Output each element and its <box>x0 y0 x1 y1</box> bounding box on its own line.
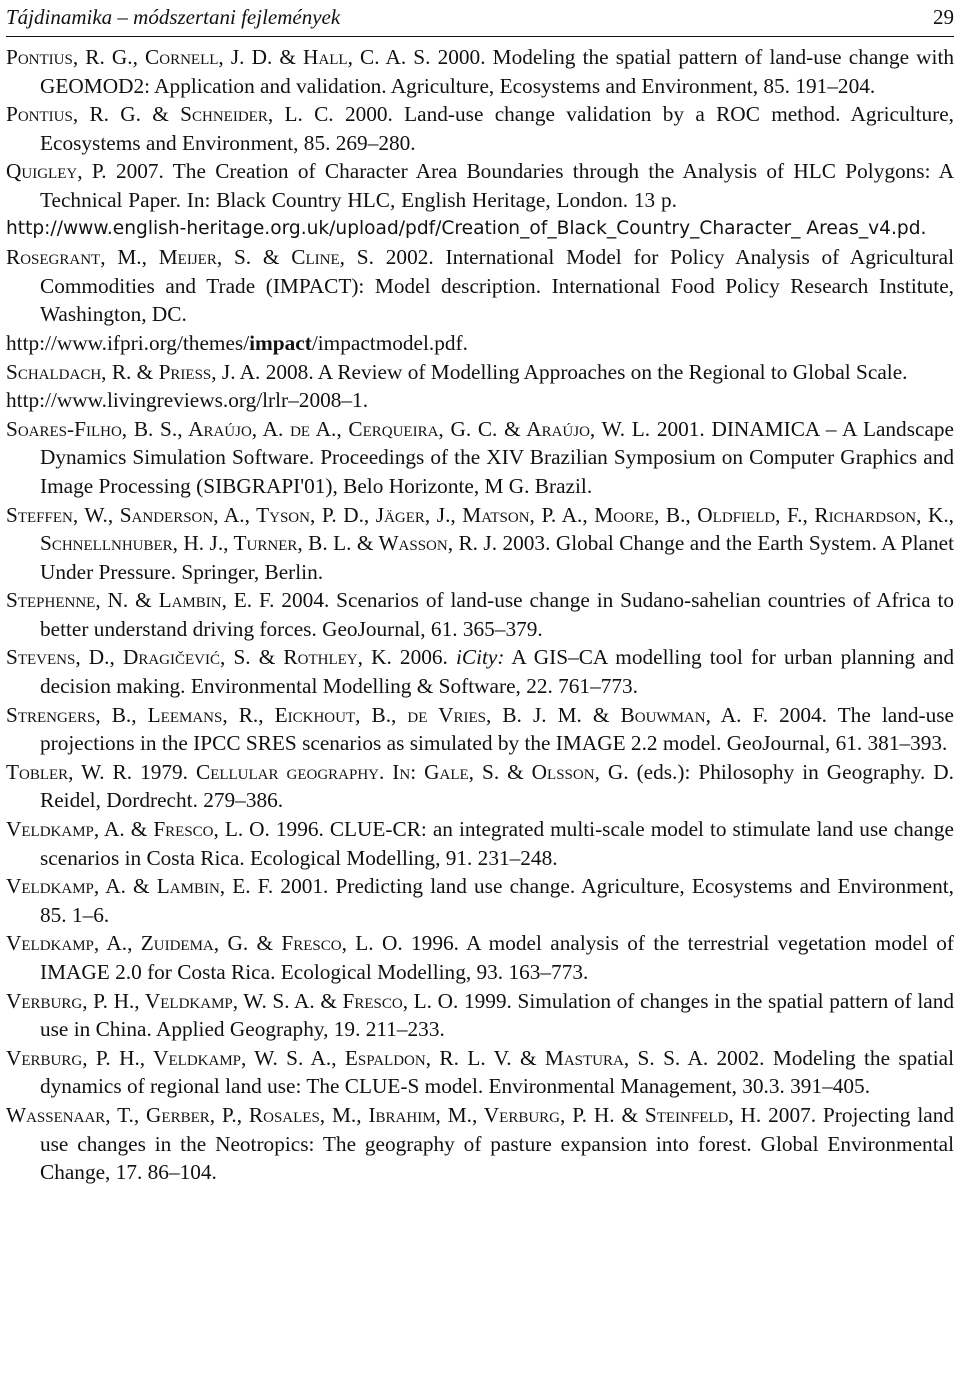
reference-verburg-2002 <box>6 1044 954 1101</box>
reference-details: 2001. DINAMICA – A Landscape Dynamics Simulation Software. Proceedings of the XIV Brazilian Symposium on Computer Graphics and Image Processing (SIBGRAPI'01), Belo Horizonte, M G. Brazil. <box>40 416 955 498</box>
reference-authors: Quigley, P. <box>6 159 107 184</box>
reference-authors: Rosegrant, M., Meijer, S. & Cline, S. <box>6 245 374 270</box>
page-number: 29 <box>933 5 954 29</box>
reference-details: 2000. Modeling the spatial pattern of land-use change with GEOMOD2: Application and validation. Agriculture, Ecosystems and Environment, 85. 191–204. <box>40 45 955 98</box>
reference-details: 2007. The Creation of Character Area Boundaries through the Analysis of HLC Polygons: A Technical Paper. In: Black Country HLC, English Heritage, London. 13 p. <box>40 159 955 212</box>
reference-year: 1979. <box>140 759 196 784</box>
reference-details: 2003. Global Change and the Earth System. A Planet Under Pressure. Springer, Berlin. <box>40 531 955 584</box>
reference-stephenne-2004 <box>6 586 954 643</box>
reference-list <box>6 43 954 1187</box>
reference-details: 1996. A model analysis of the terrestrial vegetation model of IMAGE 2.0 for Costa Rica. Ecological Modelling, 93. 163–773. <box>40 931 955 984</box>
reference-stevens-2006 <box>6 643 954 700</box>
url-text: http://www.ifpri.org/themes/ <box>6 330 250 355</box>
reference-authors: Steffen, W., Sanderson, A., Tyson, P. D., Jäger, J., Matson, P. A., Moore, B., Oldfield, F., Richardson, K., Schnellnhuber, H. J., Turner, B. L. & Wasson, R. J. <box>6 502 954 556</box>
reference-authors: Pontius, R. G., Cornell, J. D. & Hall, C. A. S. <box>6 45 431 69</box>
reference-steffen-2003 <box>6 501 954 587</box>
reference-url-livingreviews <box>6 386 954 415</box>
reference-authors: Veldkamp, A. & Fresco, L. O. <box>6 817 270 842</box>
reference-authors: Pontius, R. G. & Schneider, L. C. <box>6 102 334 127</box>
reference-details: 1996. CLUE-CR: an integrated multi-scale model to stimulate land use change scenarios in Costa Rica. Ecological Modelling, 91. 231–248. <box>40 817 955 870</box>
journal-title: Tájdinamika – módszertani fejlemények <box>6 5 341 29</box>
reference-details: 2004. The land-use projections in the IPCC SRES scenarios as simulated by the IMAGE 2.2 model. GeoJournal, 61. 381–393. <box>40 702 954 756</box>
reference-pontius-2000a <box>6 43 954 100</box>
reference-details: 2002. Modeling the spatial dynamics of regional land use: The CLUE-S model. Environmental Management, 30.3. 391–405. <box>40 1045 954 1099</box>
reference-authors: Tobler, W. R. <box>6 759 133 784</box>
reference-veldkamp-2001 <box>6 872 954 929</box>
reference-url-quigley <box>6 215 954 244</box>
reference-schaldach-2008 <box>6 358 954 387</box>
reference-soares-filho-2001 <box>6 415 954 501</box>
reference-tobler-1979 <box>6 758 954 815</box>
reference-authors: Wassenaar, T., Gerber, P., Rosales, M., Ibrahim, M., Verburg, P. H. & Steinfeld, H. <box>6 1102 762 1127</box>
reference-authors: Soares-Filho, B. S., Araújo, A. de A., Cerqueira, G. C. & Araújo, W. L. <box>6 416 651 441</box>
reference-authors: Strengers, B., Leemans, R., Eickhout, B., de Vries, B. J. M. & Bouwman, A. F. <box>6 702 769 727</box>
reference-rosegrant-2002 <box>6 243 954 329</box>
reference-details: 1999. Simulation of changes in the spatial pattern of land use in China. Applied Geography, 19. 211–233. <box>40 988 954 1042</box>
reference-verburg-1999 <box>6 987 954 1044</box>
url-bold-segment: impact <box>249 330 312 355</box>
reference-details: 2000. Land-use change validation by a ROC method. Agriculture, Ecosystems and Environment, 85. 269–280. <box>40 102 955 155</box>
reference-authors: Schaldach, R. & Priess, J. A. <box>6 359 261 384</box>
reference-veldkamp-1996b <box>6 929 954 986</box>
reference-strengers-2004 <box>6 701 954 758</box>
reference-details: 2001. Predicting land use change. Agriculture, Ecosystems and Environment, 85. 1–6. <box>40 874 954 927</box>
url-text: /impactmodel.pdf. <box>311 330 468 355</box>
reference-wassenaar-2007 <box>6 1101 954 1187</box>
reference-authors: Stevens, D., Dragičević, S. & Rothley, K. <box>6 645 392 670</box>
reference-veldkamp-1996a <box>6 815 954 872</box>
reference-quigley-2007 <box>6 157 954 214</box>
url-text: http://www.english-heritage.org.uk/upload/pdf/Creation_of_Black_Country_Character_ Areas_v4.pd. <box>6 217 927 239</box>
reference-year: 2006. <box>399 645 456 670</box>
reference-pontius-2000b <box>6 100 954 157</box>
reference-url-ifpri <box>6 329 954 358</box>
reference-authors: Veldkamp, A. & Lambin, E. F. <box>6 874 274 899</box>
reference-authors: Stephenne, N. & Lambin, E. F. <box>6 588 275 613</box>
reference-authors: Veldkamp, A., Zuidema, G. & Fresco, L. O. <box>6 931 403 956</box>
reference-details: A GIS–CA modelling tool for urban planning and decision making. Environmental Modelling & Software, 22. 761–773. <box>40 645 954 699</box>
reference-authors: Verburg, P. H., Veldkamp, W. S. A. & Fresco, L. O. <box>6 988 459 1013</box>
reference-italic-title: iCity: <box>455 645 505 670</box>
reference-details: 2007. Projecting land use changes in the Neotropics: The geography of pasture expansion into forest. Global Environmental Change, 17. 86–104. <box>40 1102 954 1185</box>
reference-details: (eds.): Philosophy in Geography. D. Reidel, Dordrecht. 279–386. <box>40 759 955 813</box>
running-head <box>6 0 954 37</box>
reference-authors: Verburg, P. H., Veldkamp, W. S. A., Espaldon, R. L. V. & Mastura, S. S. A. <box>6 1045 709 1070</box>
reference-details: 2004. Scenarios of land-use change in Sudano-sahelian countries of Africa to better understand driving forces. GeoJournal, 61. 365–379. <box>40 588 955 641</box>
reference-smallcaps-title: Cellular geography. In: Gale, S. & Olsson, G. <box>195 759 629 784</box>
url-text: http://www.livingreviews.org/lrlr–2008–1. <box>6 388 369 413</box>
reference-details: 2002. International Model for Policy Analysis of Agricultural Commodities and Trade (IMPACT): Model description. International Food Policy Research Institute, Washington, DC. <box>40 245 954 327</box>
reference-details: 2008. A Review of Modelling Approaches on the Regional to Global Scale. <box>265 359 908 384</box>
